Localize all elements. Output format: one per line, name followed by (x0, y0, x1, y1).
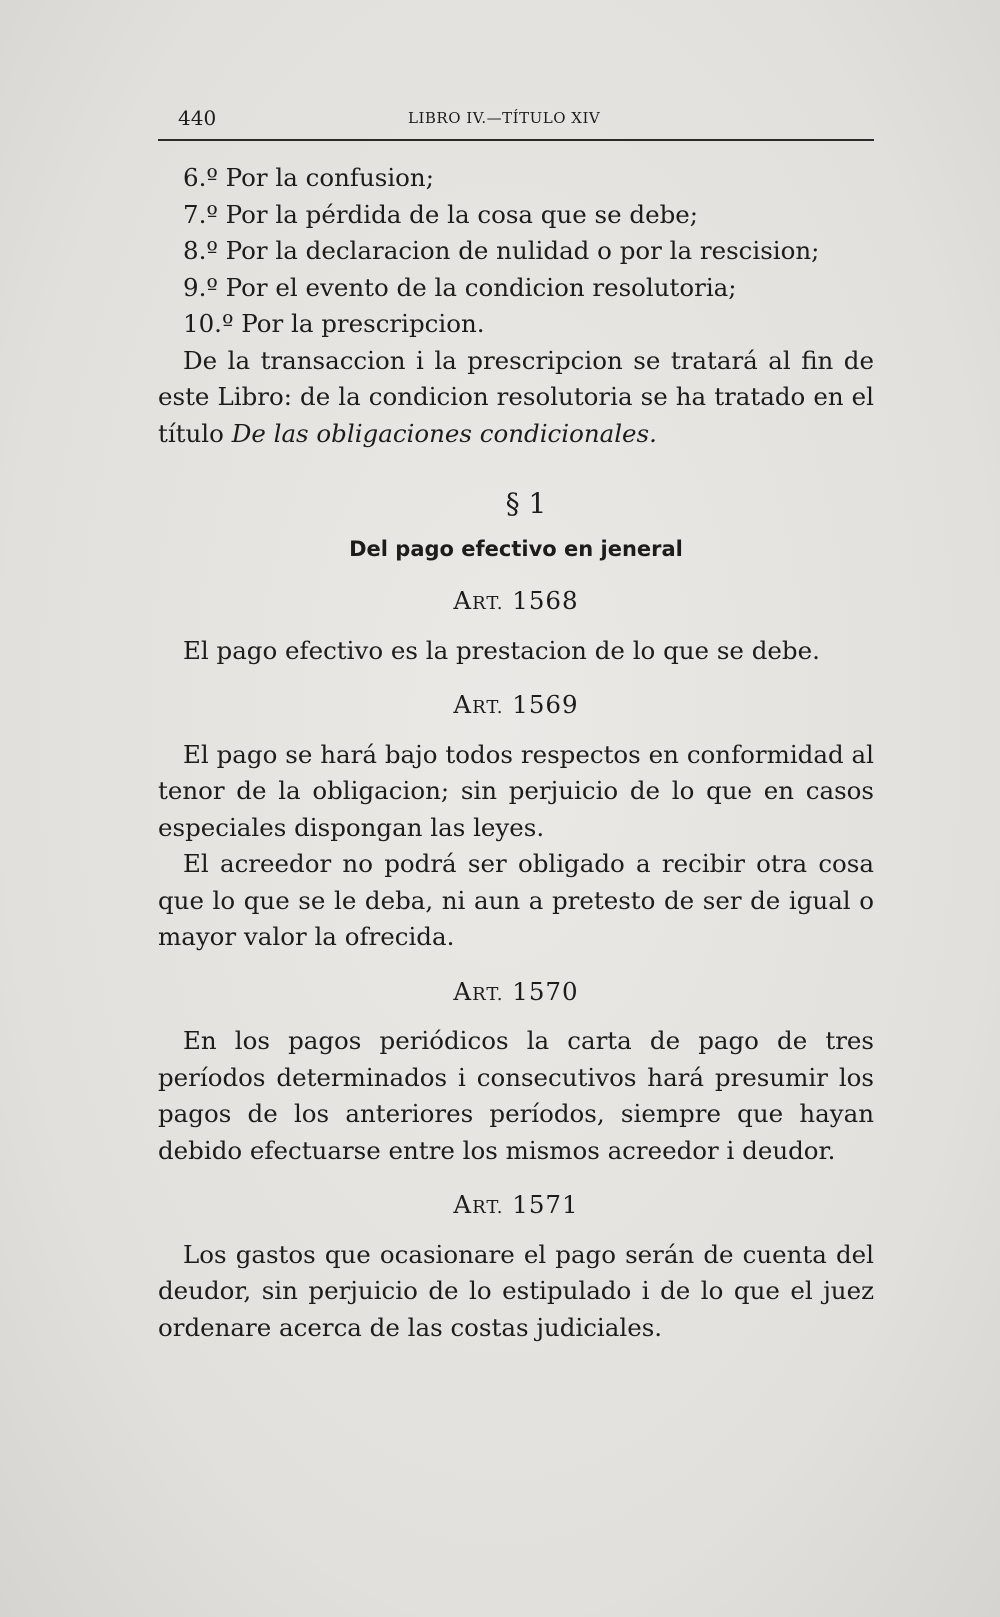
article-number: 1569 (512, 690, 579, 719)
intro-italic-title: De las obligaciones condicionales. (231, 418, 657, 448)
article-label-rt: RT. (472, 1197, 504, 1218)
list-item: 7.º Por la pérdida de la cosa que se debe; (183, 199, 699, 229)
article-paragraph: Los gastos que ocasionare el pago serán de cuenta del deudor, sin perjuicio de lo estipulado i de lo que el juez ordenare acerca de las costas judiciales. (158, 1239, 874, 1342)
article-heading (158, 974, 874, 1014)
article-paragraph: El pago efectivo es la prestacion de lo que se debe. (183, 635, 820, 665)
page-number: 440 (178, 106, 217, 130)
article-heading (158, 687, 874, 727)
article-number: 1571 (512, 1190, 579, 1219)
article-number: 1568 (512, 586, 579, 615)
running-title: LIBRO IV.—TÍTULO XIV (408, 109, 601, 127)
list-item: 6.º Por la confusion; (183, 163, 434, 192)
article-paragraph: El pago se hará bajo todos respectos en conformidad al tenor de la obligacion; sin perjuicio de lo que en casos especiales dispongan las leyes. (158, 739, 874, 842)
article-label-rt: RT. (472, 593, 504, 614)
page-header (158, 106, 874, 136)
article-heading (158, 1187, 874, 1227)
article-label-rt: RT. (472, 983, 504, 1005)
article-paragraph: El acreedor no podrá ser obligado a recibir otra cosa que lo que se le deba, ni aun a pretesto de ser de igual o mayor valor la ofrecida. (158, 849, 874, 951)
section-mark: § 1 (505, 487, 547, 520)
list-item: 9.º Por el evento de la condicion resolutoria; (183, 272, 737, 302)
list-item: 10.º Por la prescripcion. (183, 309, 485, 338)
header-rule (158, 139, 874, 141)
intro-paragraph (158, 343, 874, 453)
article-label-a: A (453, 1190, 473, 1219)
article-paragraph: En los pagos periódicos la carta de pago de tres períodos determinados i consecutivos hará presumir los pagos de los anteriores períodos, siempre que hayan debido efectuarse entre los mismos acreedor i deudor. (158, 1026, 874, 1165)
list-item: 8.º Por la declaracion de nulidad o por la rescision; (183, 236, 820, 265)
article-label-a: A (453, 586, 473, 615)
article-label-a: A (453, 976, 473, 1006)
page-body (158, 160, 874, 1346)
section-title: Del pago efectivo en jeneral (349, 536, 683, 561)
article-heading (158, 583, 874, 623)
article-number: 1570 (512, 976, 579, 1006)
intro-text: De la transaccion i la prescripcion se tratará al fin de este Libro: de la condicion resolutoria se ha tratado en el título (158, 345, 874, 448)
article-label-a: A (453, 690, 473, 719)
article-label-rt: RT. (472, 697, 504, 718)
